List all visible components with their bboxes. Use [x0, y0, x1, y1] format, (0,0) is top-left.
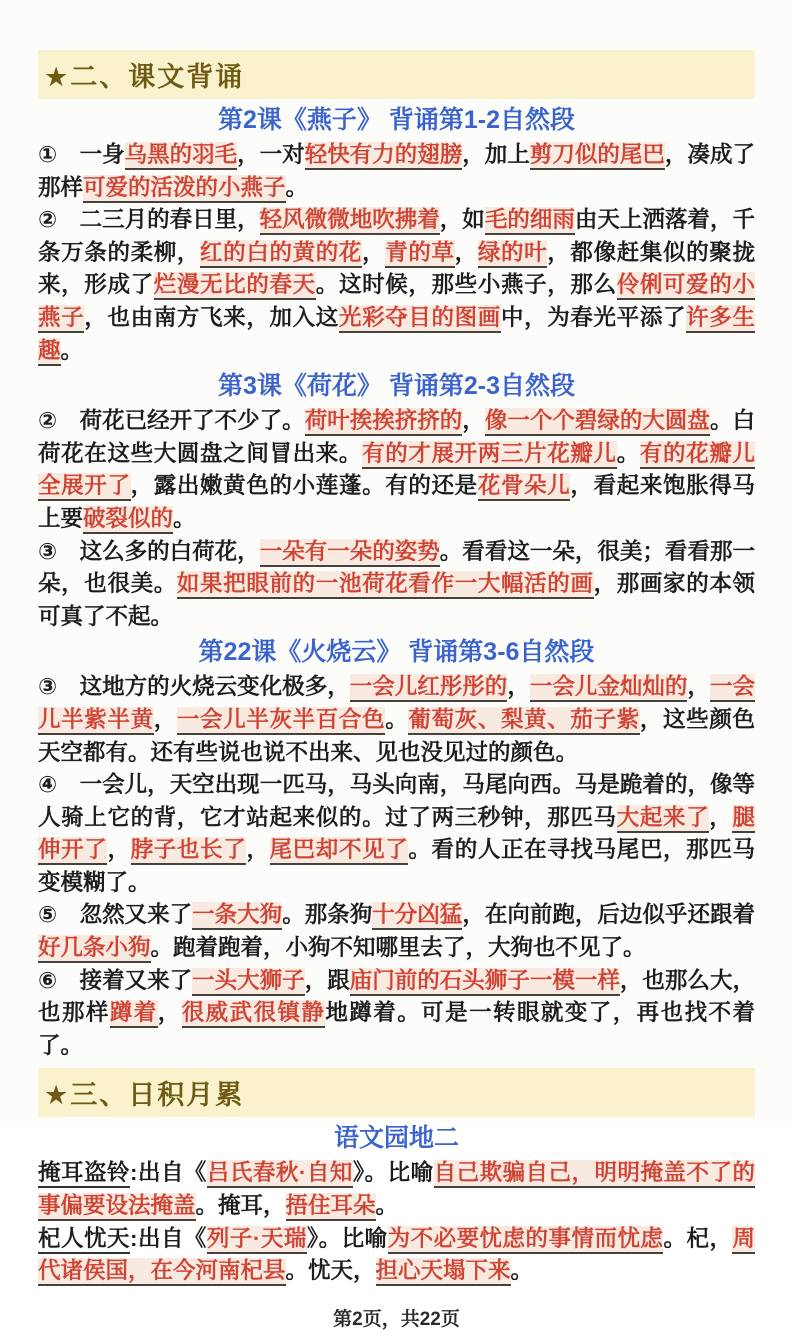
text-run: 。	[616, 440, 640, 466]
section-banner: ★三、日积月累	[38, 1068, 755, 1117]
text-run: ③ 这地方的火烧云变化极多，	[38, 674, 350, 700]
key-phrase-underlined-red: 乌黑的羽毛	[125, 142, 238, 170]
key-phrase-underlined-red: 一会儿红彤彤的	[350, 674, 508, 702]
key-phrase-underlined-red: 有的花瓣儿全展开了	[38, 441, 755, 502]
key-phrase-underlined-red: 有的才展开两三片花瓣儿	[362, 441, 617, 469]
text-run: ① 一身	[38, 142, 125, 167]
text-run: ，	[153, 706, 177, 732]
page-footer: 第2页，共22页	[333, 1308, 460, 1330]
paragraph	[38, 1223, 755, 1288]
text-run: 。白荷花在这些大圆盘之间冒出来。	[38, 408, 755, 466]
key-phrase-underlined-red: 一会儿半灰半百合色	[177, 707, 385, 735]
paragraph	[38, 1157, 755, 1222]
text-run: ，	[362, 239, 386, 265]
text-run: ，	[462, 408, 485, 434]
key-phrase-underlined-red: 捂住耳朵	[286, 1193, 376, 1221]
key-phrase-underlined-red: 轻风微微地吹拂着	[260, 207, 440, 235]
text-run: 。那条狗	[282, 902, 373, 928]
key-phrase-underlined-red: 自己欺骗自己，明明掩盖不了的事偏要设法掩盖	[38, 1160, 755, 1221]
text-run: 。杞，	[663, 1225, 733, 1251]
text-run: 。忧天，	[285, 1258, 376, 1284]
key-phrase-underlined-red: 荷叶挨挨挤挤的	[305, 408, 463, 436]
key-phrase-underlined-red: 腿伸开了	[38, 805, 755, 866]
key-phrase-underlined-red: 好几条小狗	[38, 935, 151, 963]
text-run: 由天上洒落着，千条万条的柔柳，	[38, 207, 755, 265]
idiom-term-underlined: 杞人忧天	[38, 1226, 130, 1254]
key-phrase-underlined-red: 庙门前的石头狮子一模一样	[350, 968, 620, 996]
key-phrase-underlined-red: 许多生趣	[38, 305, 755, 366]
key-phrase-underlined-red: 伶俐可爱的小燕子	[38, 272, 755, 333]
key-phrase-underlined-red: 青的草	[385, 240, 454, 268]
key-phrase-underlined-red: 轻快有力的翅膀	[305, 142, 463, 170]
paragraph	[38, 769, 755, 899]
text-run: ，在向前跑，后边似乎还跟着	[462, 902, 755, 928]
content	[38, 50, 755, 1288]
text-run: ，	[107, 837, 131, 863]
text-run: ⑤ 忽然又来了	[38, 902, 193, 928]
key-phrase-underlined-red: 光彩夺目的图画	[339, 305, 501, 333]
text-run: 。	[510, 1258, 534, 1284]
key-phrase-underlined-red: 烂漫无比的春天	[154, 272, 316, 300]
key-phrase-underlined-red: 像一个个碧绿的大圆盘	[485, 408, 710, 436]
text-run: 中，为春光平添了	[500, 304, 687, 330]
key-phrase-underlined-red: 葡萄灰、梨黄、茄子紫	[408, 707, 639, 735]
key-phrase-underlined-red: 大起来了	[617, 805, 710, 833]
text-run: ，	[246, 837, 270, 863]
text-run: ，也由南方飞来，加入这	[84, 304, 339, 330]
text-run: :出自《	[129, 1160, 207, 1186]
text-run: ，	[157, 1000, 182, 1026]
text-run: 。	[60, 337, 84, 363]
lesson-title: 第2课《燕子》 背诵第1-2自然段	[218, 106, 575, 134]
text-run: 。	[285, 174, 309, 200]
key-phrase-underlined-red: 一条大狗	[192, 902, 282, 930]
key-phrase-underlined-red: 脖子也长了	[131, 837, 247, 865]
text-run: ，一对	[237, 142, 305, 167]
lesson-title: 语文园地二	[333, 1124, 459, 1153]
key-phrase-underlined-red: 列子·天瑞	[207, 1226, 307, 1254]
text-run: ② 荷花已经开了不少了。	[38, 408, 305, 434]
paragraph	[38, 536, 755, 634]
section-banner: ★二、课文背诵	[38, 50, 755, 99]
text-run: 。看的人正在寻找马尾巴，那匹马变模糊了。	[38, 837, 755, 895]
paragraph	[38, 204, 755, 367]
text-run: ，也那么大，也那样	[38, 967, 755, 1026]
text-run: ，如	[439, 207, 485, 233]
text-run: ，	[709, 804, 733, 830]
text-run: ⑥ 接着又来了	[38, 967, 193, 993]
key-phrase-underlined-red: 十分凶猛	[372, 902, 462, 930]
paragraph	[38, 899, 755, 964]
text-run: ，凑成了那样	[38, 142, 755, 200]
text-run: ，露出嫩黄色的小莲蓬。有的还是	[130, 473, 478, 499]
text-run: ，加上	[462, 142, 530, 167]
text-run: 。看看这一朵，很美；看看那一朵，也很美。	[38, 538, 755, 597]
text-run: 。	[375, 1193, 399, 1219]
key-phrase-underlined-red: 蹲着	[110, 1000, 158, 1028]
text-run: 地蹲着。可是一转眼就变了，再也找不着了。	[38, 1000, 755, 1058]
text-run: 。跑着跑着，小狗不知哪里去了，大狗也不见了。	[150, 935, 646, 961]
key-phrase-underlined-red: 周代诸侯国，在今河南杞县	[38, 1226, 755, 1287]
key-phrase-underlined-red: 一会儿半紫半黄	[38, 674, 755, 735]
paragraph	[38, 965, 755, 1063]
key-phrase-underlined-red: 破裂似的	[83, 506, 173, 534]
key-phrase-underlined-red: 红的白的黄的花	[200, 240, 362, 268]
text-run: 》。比喻	[306, 1225, 388, 1251]
key-phrase-underlined-red: 绿的叶	[478, 240, 547, 268]
key-phrase-underlined-red: 一头大狮子	[192, 968, 305, 996]
lesson-title: 第22课《火烧云》 背诵第3-6自然段	[198, 638, 595, 667]
key-phrase-underlined-red: 吕氏春秋·自知	[207, 1160, 353, 1188]
key-phrase-underlined-red: 剪刀似的尾巴	[530, 142, 665, 170]
key-phrase-underlined-red: 可爱的活泼的小燕子	[83, 175, 286, 203]
text-run: 。掩耳，	[195, 1193, 286, 1219]
key-phrase-underlined-red: 一朵有一朵的姿势	[260, 539, 440, 567]
paragraph	[38, 671, 755, 769]
lesson-title: 第3课《荷花》 背诵第2-3自然段	[218, 372, 575, 401]
key-phrase-underlined-red: 花骨朵儿	[478, 473, 571, 501]
key-phrase-underlined-red: 一会儿金灿灿的	[530, 674, 688, 702]
text-run: 》。比喻	[352, 1160, 434, 1186]
paragraph	[38, 139, 755, 204]
text-run: ，跟	[304, 967, 350, 993]
text-run: 。	[385, 706, 409, 732]
text-run: ④ 一会儿，天空出现一匹马，马头向南，马尾向西。马是跪着的，像等人骑上它的背，它才站起来似的。过了两三秒钟，那匹马	[38, 772, 755, 830]
key-phrase-underlined-red: 为不必要忧虑的事情而忧虑	[388, 1226, 664, 1254]
text-run: ，	[507, 674, 530, 700]
key-phrase-underlined-red: 担心天塌下来	[376, 1258, 511, 1286]
key-phrase-underlined-red: 很威武很镇静	[182, 1000, 326, 1028]
text-run: ② 二三月的春日里，	[38, 207, 260, 233]
text-run: ，看起来饱胀得马上要	[38, 473, 755, 531]
key-phrase-underlined-red: 毛的细雨	[485, 207, 575, 235]
text-run: ，	[687, 674, 710, 700]
paragraph	[38, 405, 755, 535]
idiom-term-underlined: 掩耳盗铃	[38, 1160, 130, 1188]
text-run: 。这时候，那些小燕子，那么	[315, 272, 617, 298]
text-run: ③ 这么多的白荷花，	[38, 538, 260, 564]
text-run: ，	[454, 239, 478, 265]
text-run: ，都像赶集似的聚拢来，形成了	[38, 239, 755, 298]
text-run: ，这些颜色天空都有。还有些说也说不出来、见也没见过的颜色。	[38, 706, 755, 765]
text-run: :出自《	[129, 1225, 207, 1251]
text-run: 。	[173, 505, 196, 531]
text-run: ，那画家的本领可真了不起。	[38, 571, 755, 629]
key-phrase-underlined-red: 尾巴却不见了	[270, 837, 409, 865]
key-phrase-underlined-red: 如果把眼前的一池荷花看作一大幅活的画	[177, 571, 594, 599]
